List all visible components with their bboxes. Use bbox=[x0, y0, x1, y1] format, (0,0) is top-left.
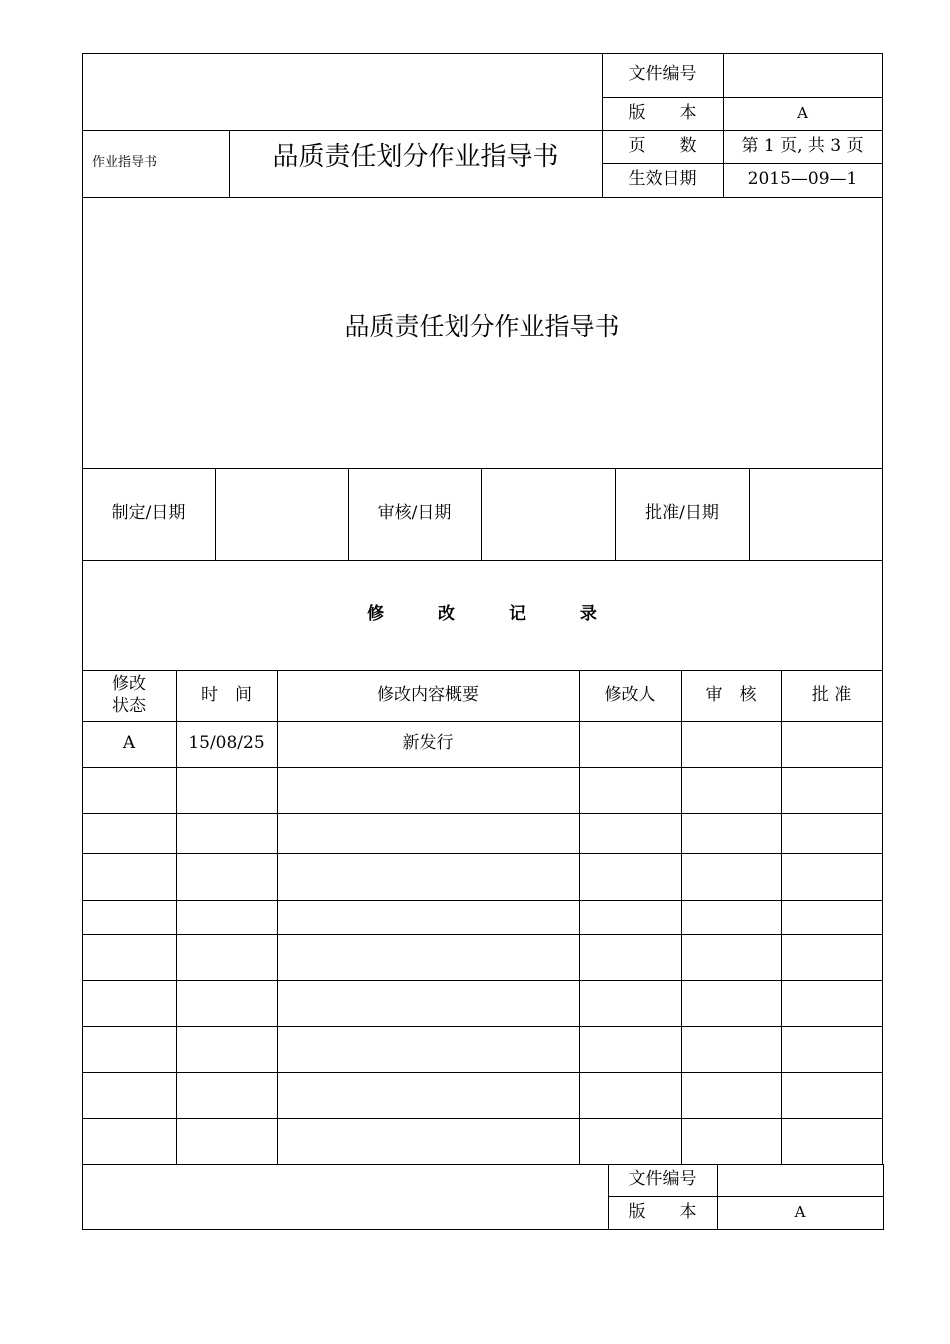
header-field-label-version: 版 本 bbox=[628, 102, 697, 123]
table-cell-review bbox=[681, 721, 781, 767]
revision-section-title: 修 改 记 录 bbox=[367, 604, 621, 625]
approval-label-approved: 批准/日期 bbox=[645, 503, 719, 524]
column-header-status: 修改 状态 bbox=[112, 674, 146, 716]
header-field-value-pages: 第 1 页, 共 3 页 bbox=[741, 135, 864, 156]
header-field-value-doc-number bbox=[723, 53, 882, 97]
column-header-approve: 批 准 bbox=[811, 684, 852, 705]
column-header-summary: 修改内容概要 bbox=[377, 684, 479, 705]
header-field-label-doc-number: 文件编号 bbox=[628, 64, 697, 85]
header-title: 品质责任划分作业指导书 bbox=[272, 142, 559, 173]
footer-field-label-version: 版 本 bbox=[628, 1201, 697, 1222]
column-header-review: 审 核 bbox=[705, 684, 757, 705]
header-field-value-effective-date: 2015—09—1 bbox=[747, 169, 858, 190]
table-cell-approve bbox=[781, 721, 882, 767]
table-cell-modifier bbox=[579, 721, 681, 767]
header-field-label-pages: 页 数 bbox=[628, 135, 697, 156]
cover-title: 品质责任划分作业指导书 bbox=[344, 311, 620, 341]
approval-label-prepared: 制定/日期 bbox=[111, 503, 186, 524]
footer-field-value-doc-number bbox=[717, 1164, 883, 1196]
footer-field-label-doc-number: 文件编号 bbox=[628, 1169, 697, 1190]
approval-value-reviewed bbox=[481, 468, 615, 560]
header-field-label-effective-date: 生效日期 bbox=[628, 169, 697, 190]
column-header-modifier: 修改人 bbox=[604, 684, 656, 705]
doc-type-label: 作业指导书 bbox=[92, 155, 158, 171]
footer-field-value-version: A bbox=[794, 1203, 806, 1222]
approval-value-approved bbox=[749, 468, 882, 560]
approval-value-prepared bbox=[215, 468, 348, 560]
table-cell-summary: 新发行 bbox=[402, 733, 454, 754]
header-field-value-version: A bbox=[797, 104, 808, 123]
approval-label-reviewed: 审核/日期 bbox=[377, 503, 452, 524]
table-cell-status: A bbox=[122, 733, 136, 754]
table-cell-time: 15/08/25 bbox=[188, 733, 265, 754]
column-header-time: 时 间 bbox=[201, 684, 252, 705]
